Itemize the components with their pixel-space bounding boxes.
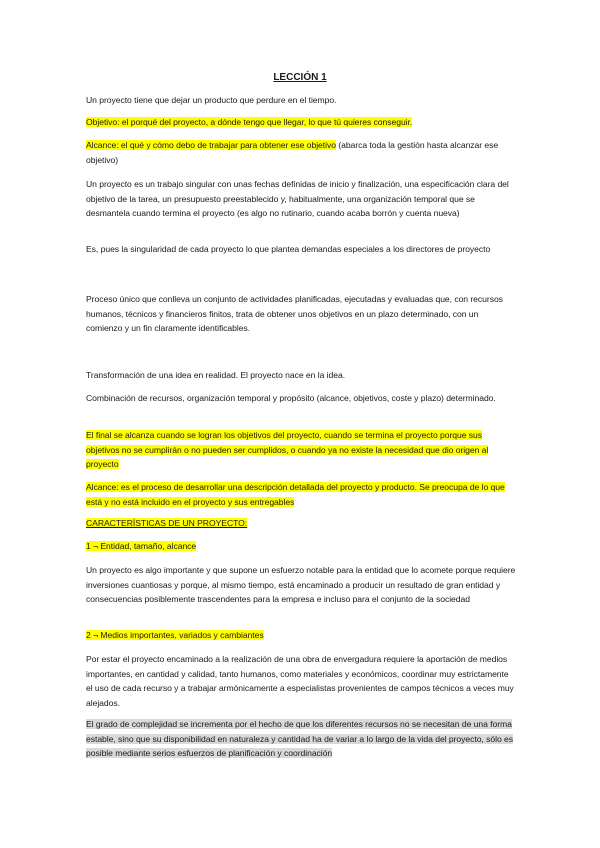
highlight-objetivo: Objetivo: el porqué del proyecto, a dónde tengo que llegar, lo que tú quieres conseguir. [86, 117, 413, 127]
paragraph-final [86, 428, 516, 472]
grey-highlight-complejidad: El grado de complejidad se incrementa por el hecho de que los diferentes recursos no se necesitan de una forma estable, sino que su disponibilidad en naturaleza y cantidad ha de variar a lo largo de la vida del proyecto, sólo es posible mediante serios esfuerzos de planificación y coordinación [86, 719, 513, 759]
heading-caracteristicas [86, 516, 516, 531]
highlight-alcance-2: Alcance: es el proceso de desarrollar una descripción detallada del proyecto y producto. Se preocupa de lo que está y no está incluido en el proyecto y sus entregables [86, 482, 505, 507]
item2-text: Por estar el proyecto encaminado a la realización de una obra de envergadura requiere la aportación de medios importantes, en cantidad y calidad, tanto humanos, como materiales y económicos, coordinar muy estrictamente el uso de cada recurso y a trabajar armónicamente a especialistas provenientes de campos técnicos a veces muy alejados. [86, 654, 514, 708]
paragraph-alcance [86, 138, 516, 167]
highlight-caracteristicas: CARACTERÍSTICAS DE UN PROYECTO: [86, 518, 248, 528]
paragraph-singularidad: Es, pues la singularidad de cada proyecto lo que plantea demandas especiales a los directores de proyecto [86, 244, 491, 254]
paragraph-intro: Un proyecto tiene que dejar un producto que perdure en el tiempo. [86, 95, 337, 105]
paragraph-alcance-2 [86, 480, 516, 509]
paragraph-combinacion: Combinación de recursos, organización temporal y propósito (alcance, objetivos, coste y plazo) determinado. [86, 393, 496, 403]
item1-heading [86, 539, 516, 554]
paragraph-objetivo [86, 115, 516, 130]
paragraph-proceso: Proceso único que conlleva un conjunto de actividades planificadas, ejecutadas y evaluadas que, con recursos humanos, técnicos y financieros finitos, trata de obtener unos objetivos en un plazo determinado, con un comienzo y un fin claramente identificables. [86, 294, 503, 334]
paragraph-definicion: Un proyecto es un trabajo singular con unas fechas definidas de inicio y finalización, una especificación clara del objetivo de la tarea, un presupuesto preestablecido y, habitualmente, una organización temporal que se desmantela cuando termina el proyecto (es algo no rutinario, cuando acaba borrón y cuenta nueva) [86, 179, 509, 219]
paragraph-transformacion: Transformación de una idea en realidad. El proyecto nace en la idea. [86, 370, 346, 380]
highlight-item2: 2 ¬ Medios importantes, variados y cambiantes [86, 630, 264, 640]
highlight-item1: 1 ¬ Entidad, tamaño, alcance [86, 541, 197, 551]
highlight-alcance: Alcance: el qué y cómo debo de trabajar para obtener ese objetivo [86, 140, 336, 150]
alcance-rest: (abarca toda la gestión hasta alcanzar ese objetivo) [86, 140, 499, 165]
page-title: LECCIÓN 1 [273, 72, 327, 83]
highlight-final: El final se alcanza cuando se logran los objetivos del proyecto, cuando se termina el proyecto porque sus objetivos no se cumplirán o no pueden ser cumplidos, o cuando ya no existe la necesidad que dio origen al proyecto [86, 430, 489, 470]
item2-heading [86, 628, 516, 643]
item1-text: Un proyecto es algo importante y que supone un esfuerzo notable para la entidad que lo acomete porque requiere inversiones cuantiosas y porque, al mismo tiempo, está encaminado a producir un resultado de gran entidad y consecuencias posiblemente trascendentes para la empresa e incluso para el conjunto de la sociedad [86, 565, 516, 605]
item2-grey-paragraph [86, 717, 516, 761]
